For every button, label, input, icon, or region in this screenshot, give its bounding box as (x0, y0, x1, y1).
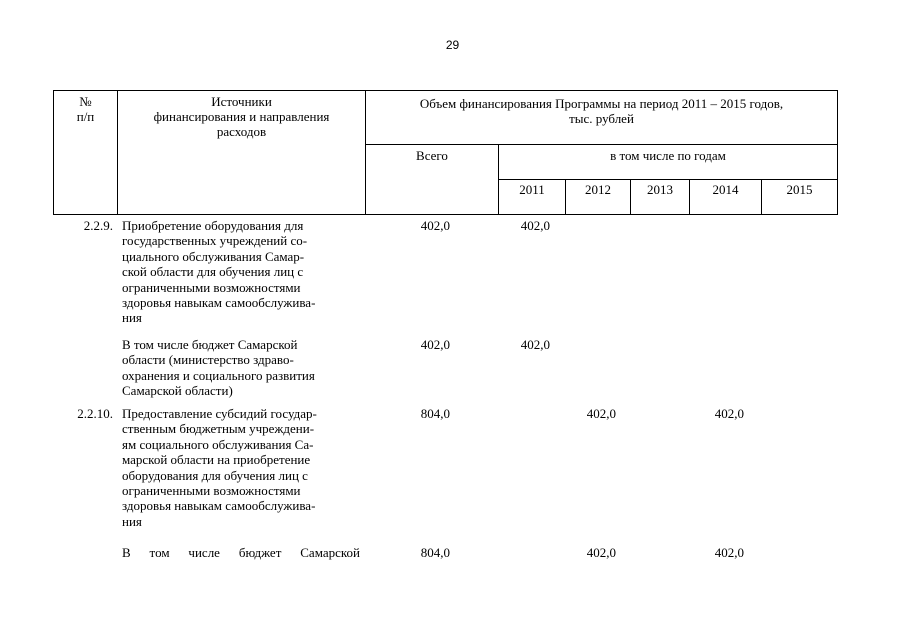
header-years-group-label: в том числе по годам (610, 148, 726, 163)
row-value-2012: 402,0 (586, 406, 616, 421)
row-total: 402,0 (420, 337, 450, 352)
table-header (53, 90, 838, 215)
row-value-2014: 402,0 (714, 406, 744, 421)
header-year-2015: 2015 (786, 182, 813, 197)
header-year-2012: 2012 (585, 182, 611, 197)
header-year-2011: 2011 (519, 182, 545, 197)
row-text: В том числе бюджет Самарской области (министерство здраво- охранения и социального развития Самарской области) (122, 337, 315, 399)
row-value-2011: 402,0 (520, 337, 550, 352)
row-total: 804,0 (420, 545, 450, 560)
row-value-2012: 402,0 (586, 545, 616, 560)
row-value-2011: 402,0 (520, 218, 550, 233)
header-source-label: Источники финансирования и направления расходов (153, 94, 330, 139)
header-total-label: Всего (416, 148, 448, 163)
row-text: В том числе бюджет Самарской (122, 545, 360, 560)
row-number: 2.2.9. (83, 218, 113, 233)
header-year-2014: 2014 (712, 182, 739, 197)
row-total: 402,0 (420, 218, 450, 233)
row-value-2014: 402,0 (714, 545, 744, 560)
header-volume-label: Объем финансирования Программы на период 2011 – 2015 годов, тыс. рублей (419, 96, 784, 126)
row-text: Предоставление субсидий государ- ственным бюджетным учреждени- ям социального обслуживания Са- марской области на приобретение оборудования для обучения лиц с ограниченными возможностями здоровья навыкам самообслужива- ния (122, 406, 317, 529)
page-number: 29 (445, 38, 460, 52)
row-number: 2.2.10. (77, 406, 113, 421)
row-text: Приобретение оборудования для государственных учреждений со- циального обслуживания Самар- ской области для обучения лиц с ограниченными возможностями здоровья навыкам самообслужива- ния (122, 218, 316, 326)
header-number-label: № п/п (76, 94, 95, 124)
header-year-2013: 2013 (647, 182, 673, 197)
row-total: 804,0 (420, 406, 450, 421)
